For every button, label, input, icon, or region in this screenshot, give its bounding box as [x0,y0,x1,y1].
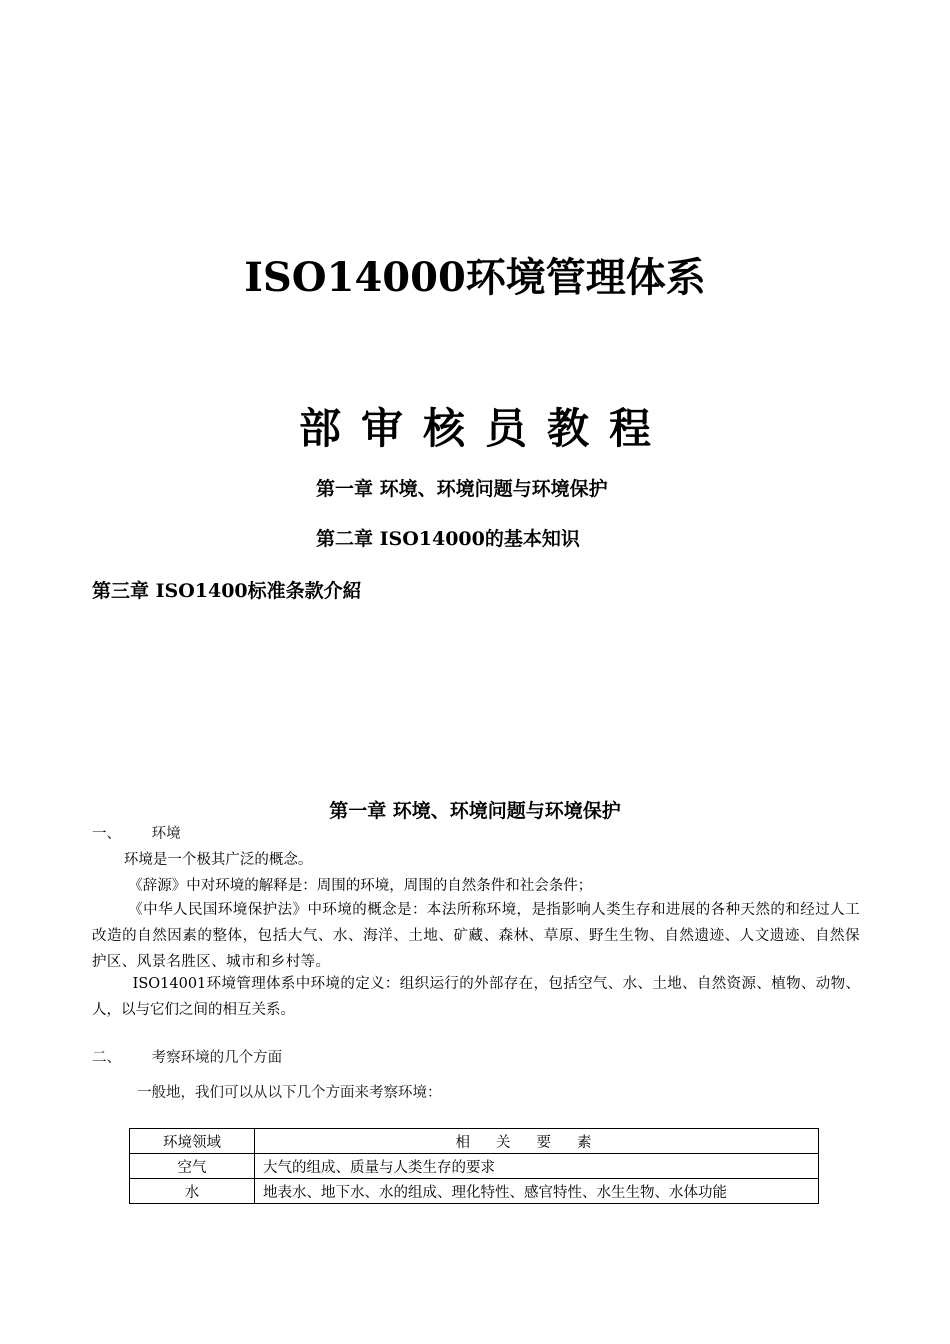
table-cell-domain: 空气 [130,1154,255,1179]
toc-item-3: 第三章 ISO1400标准条款介紹 [92,580,362,602]
cover-subtitle: 部审核员教程 [298,404,671,453]
table-cell-elements: 地表水、地下水、水的组成、理化特性、感官特性、水生生物、水体功能 [255,1179,819,1204]
section-2-title: 考察环境的几个方面 [151,1050,283,1066]
paragraph-3: 《中华人民国环境保护法》中环境的概念是：本法所称环境，是指影响人类生存和进展的各种天然的和经过人工改造的自然因素的整体，包括大气、水、海洋、土地、矿藏、森林、草原、野生生物、自然遗迹、人文遗迹、自然保护区、风景名胜区、城市和乡村等。 [92,902,860,970]
paragraph-4: ISO14001环境管理体系中环境的定义：组织运行的外部存在，包括空气、水、土地、自然资源、植物、动物、人，以与它们之间的相互关系。 [92,976,860,1018]
table-cell-domain: 水 [130,1179,255,1204]
table-row [130,1179,819,1204]
table-cell-elements: 大气的组成、质量与人类生存的要求 [255,1154,819,1179]
environment-table [129,1128,819,1204]
cover-title: ISO14000环境管理体系 [244,254,706,301]
table-header-domain: 环境领域 [130,1129,255,1154]
section-1-number: 一、 [92,826,121,842]
section-2-intro: 一般地，我们可以从以下几个方面来考察环境： [137,1085,442,1101]
paragraph-1: 环境是一个极其广泛的概念。 [123,852,313,868]
section-1-title: 环境 [151,826,181,842]
table-row [130,1154,819,1179]
paragraph-2: 《辞源》中对环境的解释是：周围的环境，周围的自然条件和社会条件； [128,878,593,894]
section-2-heading [92,1046,282,1071]
table-header-row [130,1129,819,1154]
toc-item-2: 第二章 ISO14000的基本知识 [316,528,580,550]
section-2-number: 二、 [92,1050,121,1066]
table-header-elements: 相关要素 [255,1129,819,1154]
toc-item-1: 第一章 环境、环境问题与环境保护 [316,478,608,500]
chapter-heading: 第一章 环境、环境问题与环境保护 [329,800,621,822]
section-1-heading [92,822,181,847]
